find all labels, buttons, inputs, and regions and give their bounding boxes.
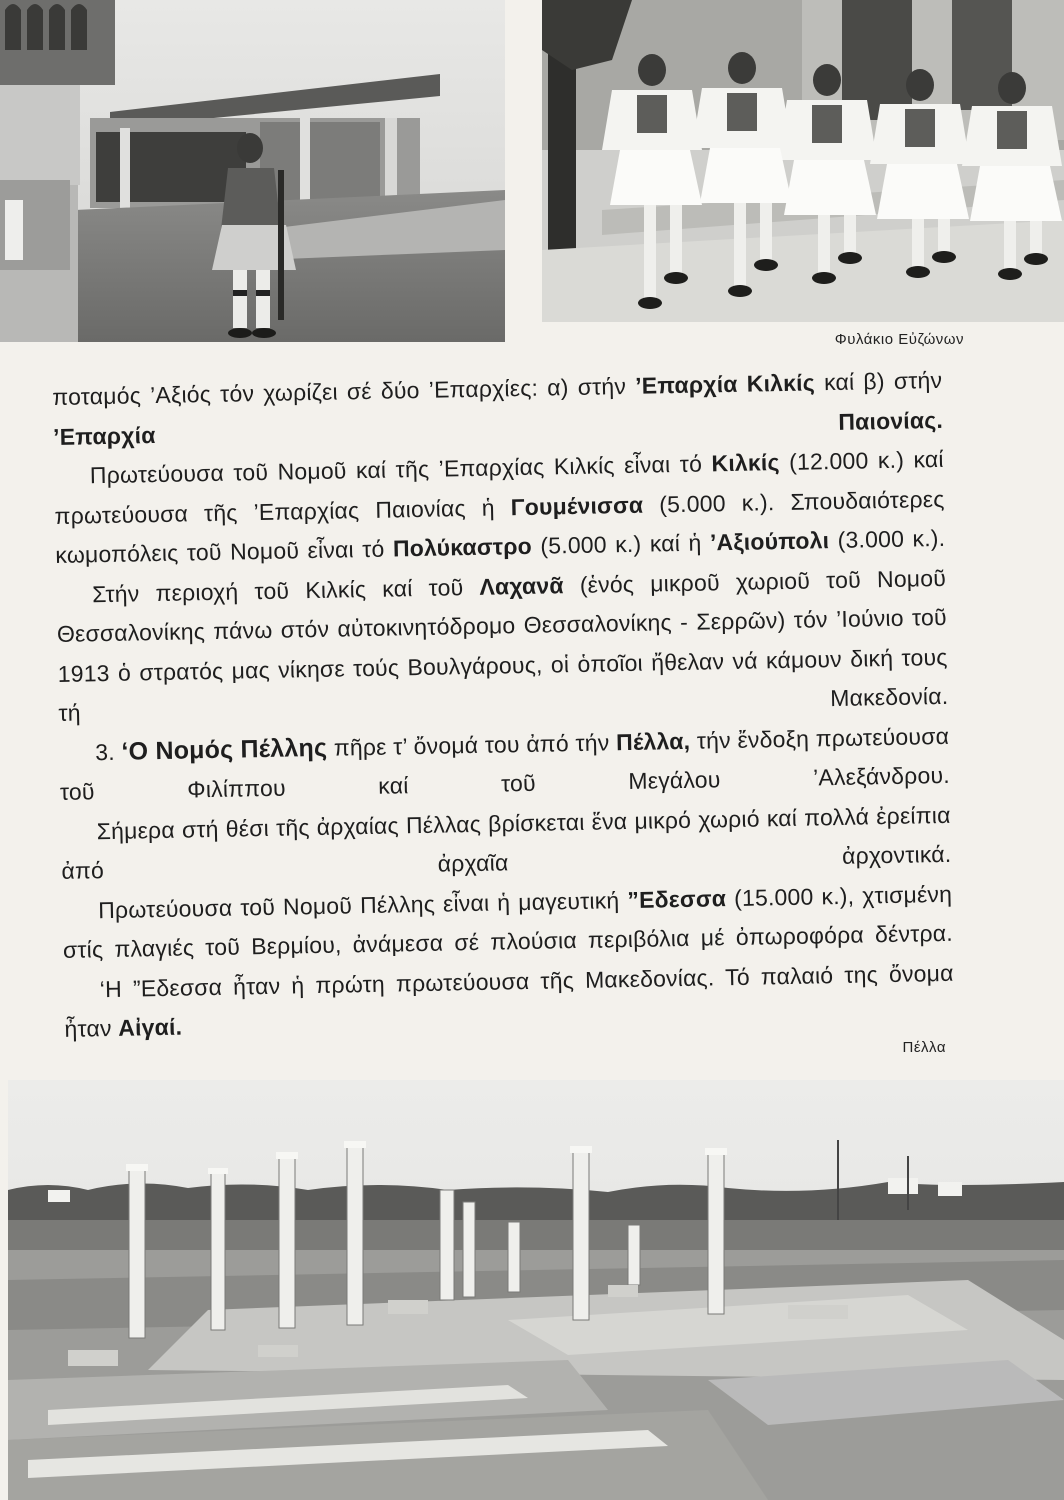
term-kilkis-province: ’Επαρχία Κιλκίς (634, 369, 816, 399)
term-pella: Πέλλα, (615, 727, 691, 755)
paragraph-pella-prefecture: 3. ‘Ο Νομός Πέλλης πῆρε τ’ ὄνομά του ἀπό τήν Πέλλα, τήν ἔνδοξη πρωτεύουσα τοῦ Φιλίππου καί τοῦ Μεγάλου ’Αλεξάνδρου. (59, 722, 951, 805)
body-text (52, 361, 955, 1049)
paragraph-aigai: ‘Η ”Εδεσσα ἦταν ἡ πρώτη πρωτεύουσα τῆς Μακεδονίας. Τό παλαιό της ὄνομα ἦταν Αἰγαί. (64, 959, 954, 1042)
term-lachanas: Λαχανᾶ (479, 571, 564, 600)
caption-pella: Πέλλα (902, 1039, 946, 1056)
pella-ruins-image (8, 1080, 1064, 1500)
paragraph-provinces: ποταμός ’Αξιός τόν χωρίζει σέ δύο ’Επαρχίες: α) στήν ’Επαρχία Κιλκίς καί β) στήν ’Επαρχία Παιονίας. (52, 366, 944, 450)
term-edessa: ”Εδεσσα (627, 884, 727, 913)
section-title-pella: ‘Ο Νομός Πέλλης (121, 733, 328, 766)
term-axioupoli: ’Αξιούπολι (709, 527, 830, 556)
term-paionia-province: ’Επαρχία Παιονίας. (52, 406, 944, 450)
term-polykastro: Πολύκαστρο (392, 532, 533, 562)
paragraph-edessa: Πρωτεύουσα τοῦ Νομοῦ Πέλλης εἶναι ἡ μαγευτική ”Εδεσσα (15.000 κ.), χτισμένη στίς πλαγιές τοῦ Βερμίου, ἀνάμεσα σέ πλούσια περιβόλια μέ ὀπωροφόρα δέντρα. (62, 880, 954, 963)
paragraph-pella-today: Σήμερα στή θέσι τῆς ἀρχαίας Πέλλας βρίσκεται ἕνα μικρό χωριό καί πολλά ἐρείπια ἀπό ἀρχαῖα ἀρχοντικά. (61, 801, 952, 884)
term-aigai: Αἰγαί. (117, 1013, 183, 1041)
paragraph-capitals: Πρωτεύουσα τοῦ Νομοῦ καί τῆς ’Επαρχίας Κιλκίς εἶναι τό Κιλκίς (12.000 κ.) καί πρωτεύουσα τῆς ’Επαρχίας Παιονίας ἡ Γουμένισσα (5.000 κ.). Σπουδαιότερες κωμοπόλεις τοῦ Νομοῦ εἶναι τό Πολύκαστρο (5.000 κ.) καί ἡ ’Αξιούπολι (3.000 κ.). (54, 445, 946, 568)
term-kilkis: Κιλκίς (711, 449, 780, 477)
evzone-dancers-image (542, 0, 1064, 322)
evzone-guard-image (0, 0, 505, 342)
paragraph-battle-1913: Στήν περιοχή τοῦ Κιλκίς καί τοῦ Λαχανᾶ (ἑνός μικροῦ χωριοῦ τοῦ Νομοῦ Θεσσαλονίκης πάνω στόν αὐτοκινητόδρομο Θεσσαλονίκης - Σερρῶν) τόν ’Ιούνιο τοῦ 1913 ὁ στρατός μας νίκησε τούς Βουλγάρους, οἱ ὁποῖοι ἤθελαν νά κάμουν δική τους τή Μακεδονία. (56, 564, 949, 726)
caption-evzone-guardhouse: Φυλάκιο Εὐζώνων (834, 331, 964, 348)
photo-evzone-guard (0, 0, 505, 342)
photo-evzone-dancers (542, 0, 1064, 322)
photo-pella-ruins (8, 1080, 1064, 1500)
term-goumenissa: Γουμένισσα (510, 491, 644, 520)
